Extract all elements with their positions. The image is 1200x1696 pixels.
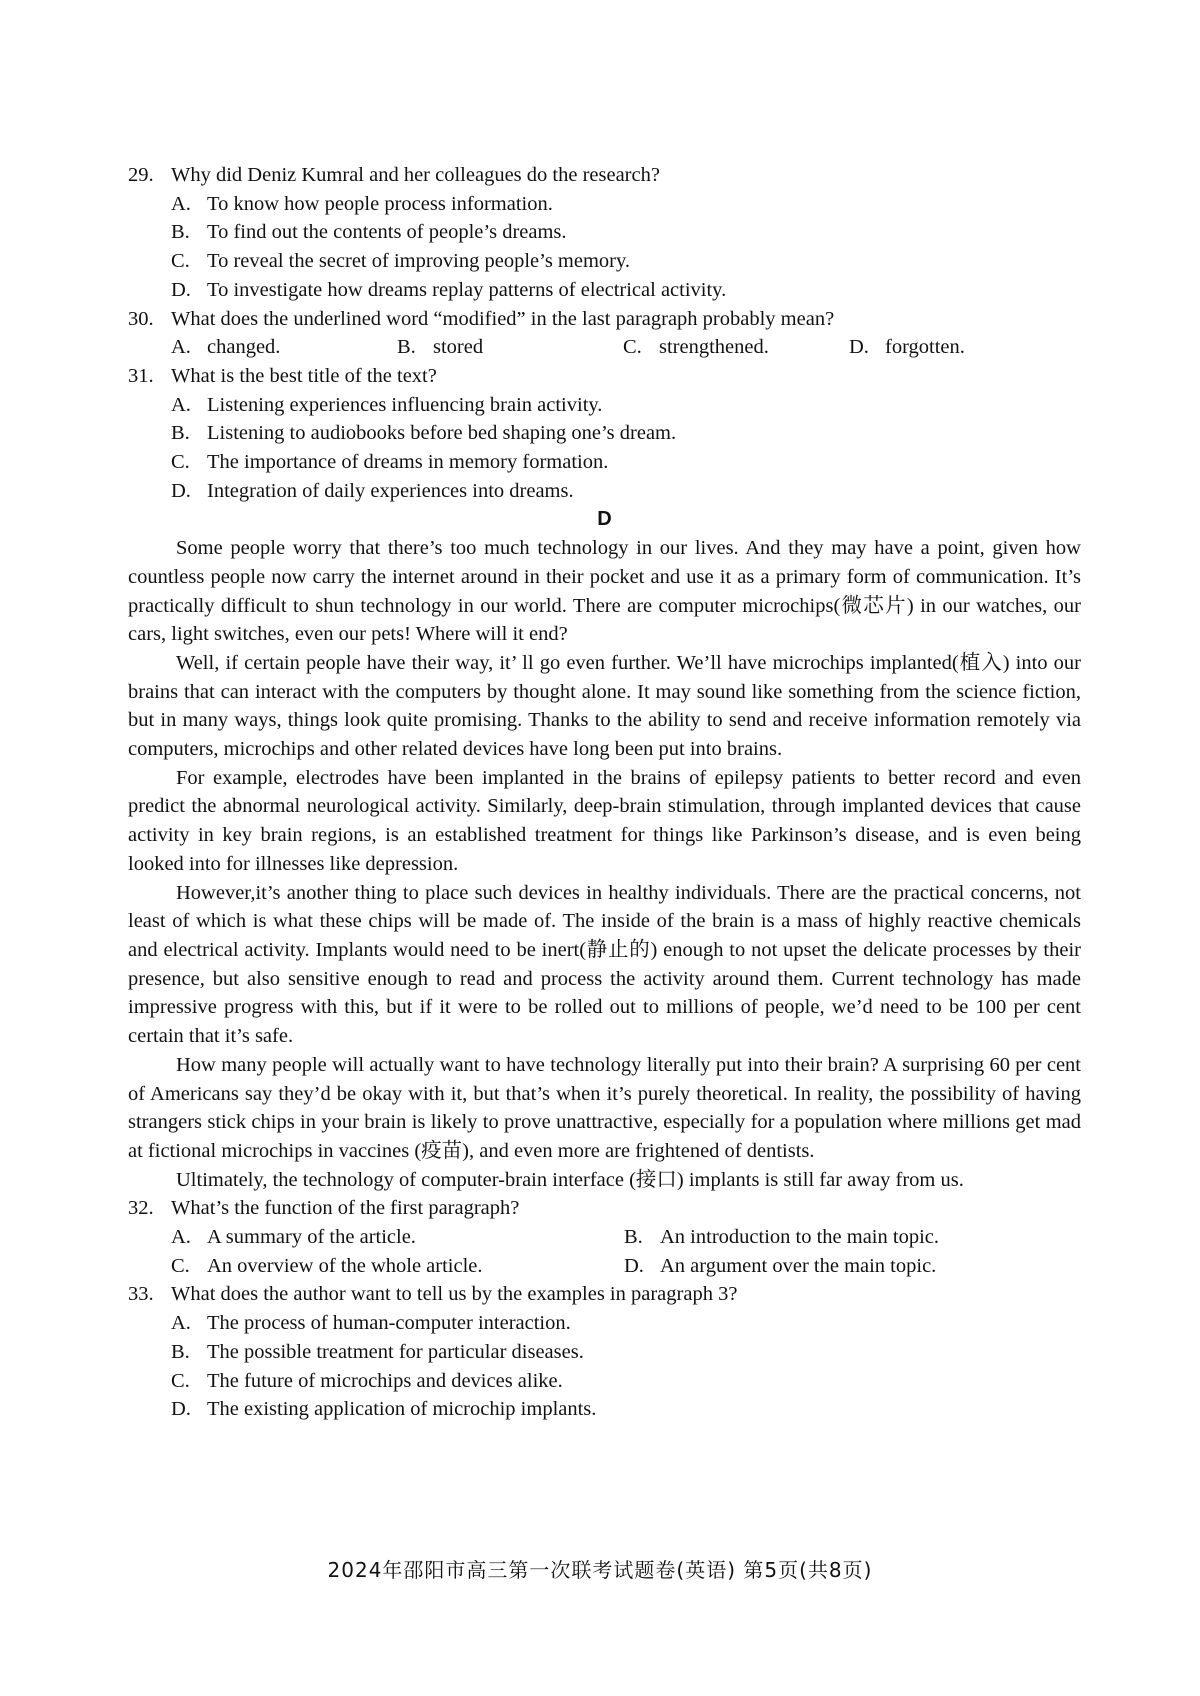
options-row bbox=[128, 333, 1081, 362]
option-letter: A. bbox=[171, 393, 191, 416]
option-c bbox=[623, 333, 849, 362]
option-d bbox=[128, 1395, 1081, 1424]
option-c bbox=[171, 1252, 624, 1281]
question-stem: What is the best title of the text? bbox=[171, 364, 437, 387]
question-stem: What does the author want to tell us by the examples in paragraph 3? bbox=[171, 1283, 738, 1306]
option-letter: B. bbox=[397, 336, 416, 359]
passage-paragraph-5: How many people will actually want to have technology literally put into their brain? A surprising 60 per cent of Americans say they’d be okay with it, but that’s when it’s purely theoretical. In reality, the possibility of having strangers stick chips in your brain is likely to prove unattractive, especially for a population where millions get mad at fictional microchips in vaccines (疫苗), and even more are frightened of dentists. bbox=[128, 1053, 1081, 1162]
question-number: 30. bbox=[128, 307, 154, 330]
option-letter: D. bbox=[624, 1254, 644, 1277]
option-text: To reveal the secret of improving people’s memory. bbox=[207, 250, 631, 273]
passage-paragraph-1: Some people worry that there’s too much technology in our lives. And they may have a point, given how countless people now carry the internet around in their pocket and use it as a primary form of communication. It’s practically difficult to shun technology in our world. There are computer microchips(微芯片) in our watches, our cars, light switches, even our pets! Where will it end? bbox=[128, 537, 1081, 646]
option-text: stored bbox=[433, 336, 484, 359]
option-text: To know how people process information. bbox=[207, 192, 553, 215]
exam-page bbox=[128, 161, 1081, 1424]
option-text: A summary of the article. bbox=[207, 1226, 416, 1249]
passage-paragraph-2: Well, if certain people have their way, it’ ll go even further. We’ll have microchips implanted(植入) into our brains that can interact with the computers by thought alone. It may sound like something from the science fiction, but in many ways, things look quite promising. Thanks to the ability to send and receive information remotely via computers, microchips and other related devices have long been put into brains. bbox=[128, 651, 1081, 761]
option-text: Integration of daily experiences into dreams. bbox=[207, 479, 574, 502]
option-a bbox=[128, 391, 1081, 420]
option-letter: D. bbox=[171, 278, 191, 301]
option-d bbox=[849, 333, 1075, 362]
option-text: The possible treatment for particular diseases. bbox=[207, 1340, 584, 1363]
section-title: D bbox=[597, 508, 612, 531]
question-number: 32. bbox=[128, 1197, 154, 1220]
option-text: The existing application of microchip implants. bbox=[207, 1398, 597, 1421]
question-29 bbox=[128, 161, 1081, 305]
option-letter: C. bbox=[623, 336, 642, 359]
option-text: An introduction to the main topic. bbox=[660, 1226, 939, 1249]
option-text: Listening experiences influencing brain activity. bbox=[207, 393, 603, 416]
question-number: 33. bbox=[128, 1283, 154, 1306]
option-letter: A. bbox=[171, 1226, 191, 1249]
option-text: The process of human-computer interaction. bbox=[207, 1312, 571, 1335]
option-c bbox=[128, 247, 1081, 276]
option-text: An argument over the main topic. bbox=[660, 1254, 937, 1277]
option-letter: A. bbox=[171, 192, 191, 215]
option-letter: C. bbox=[171, 250, 190, 273]
option-d bbox=[128, 477, 1081, 506]
option-d bbox=[624, 1252, 1077, 1281]
option-letter: A. bbox=[171, 336, 191, 359]
question-33 bbox=[128, 1280, 1081, 1424]
option-b bbox=[128, 218, 1081, 247]
option-letter: A. bbox=[171, 1312, 191, 1335]
option-text: changed. bbox=[207, 336, 281, 359]
passage-paragraph-3: For example, electrodes have been implanted in the brains of epilepsy patients to better record and even predict the abnormal neurological activity. Similarly, deep-brain stimulation, through implanted devices that cause activity in key brain regions, is an established treatment for things like Parkinson’s disease, and is even being looked into for illnesses like depression. bbox=[128, 766, 1081, 875]
option-letter: D. bbox=[849, 336, 869, 359]
question-31 bbox=[128, 362, 1081, 506]
question-number: 29. bbox=[128, 164, 154, 186]
option-letter: C. bbox=[171, 451, 190, 474]
option-text: The future of microchips and devices alike. bbox=[207, 1369, 563, 1392]
question-32 bbox=[128, 1194, 1081, 1280]
option-a bbox=[171, 1223, 624, 1252]
option-a bbox=[128, 1309, 1081, 1338]
option-text: The importance of dreams in memory formation. bbox=[207, 451, 609, 474]
option-letter: C. bbox=[171, 1369, 190, 1392]
option-letter: C. bbox=[171, 1254, 190, 1277]
options-row bbox=[128, 1223, 1081, 1252]
option-letter: B. bbox=[171, 422, 190, 445]
option-d bbox=[128, 276, 1081, 305]
option-c bbox=[128, 1367, 1081, 1396]
option-letter: B. bbox=[171, 221, 190, 244]
option-letter: B. bbox=[624, 1226, 643, 1249]
option-b bbox=[128, 1338, 1081, 1367]
option-c bbox=[128, 448, 1081, 477]
page-footer: 2024年邵阳市高三第一次联考试题卷(英语) 第5页(共8页) bbox=[327, 1558, 873, 1582]
option-text: forgotten. bbox=[885, 336, 965, 359]
question-stem: What’s the function of the first paragraph? bbox=[171, 1197, 520, 1220]
option-text: Listening to audiobooks before bed shaping one’s dream. bbox=[207, 422, 677, 445]
option-b bbox=[397, 333, 623, 362]
passage-paragraph-4: However,it’s another thing to place such devices in healthy individuals. There are the practical concerns, not least of which is what these chips will be made of. The inside of the brain is a mass of highly reactive chemicals and electrical activity. Implants would need to be inert(静止的) enough to not upset the delicate processes by their presence, but also sensitive enough to read and process the activity around them. Current technology has made impressive progress with this, but if it were to be rolled out to millions of people, we’d need to be 100 per cent certain that it’s safe. bbox=[128, 881, 1081, 1048]
question-number: 31. bbox=[128, 364, 154, 387]
option-letter: D. bbox=[171, 1398, 191, 1421]
option-letter: B. bbox=[171, 1340, 190, 1363]
option-letter: D. bbox=[171, 479, 191, 502]
option-text: To investigate how dreams replay patterns of electrical activity. bbox=[207, 278, 727, 301]
question-stem: Why did Deniz Kumral and her colleagues do the research? bbox=[171, 164, 660, 186]
option-a bbox=[128, 190, 1081, 219]
question-30 bbox=[128, 305, 1081, 362]
option-b bbox=[624, 1223, 1077, 1252]
question-stem: What does the underlined word “modified” in the last paragraph probably mean? bbox=[171, 307, 835, 330]
option-text: An overview of the whole article. bbox=[207, 1254, 483, 1277]
option-text: To find out the contents of people’s dreams. bbox=[207, 221, 567, 244]
passage-paragraph-6: Ultimately, the technology of computer-brain interface (接口) implants is still far away from us. bbox=[176, 1168, 964, 1191]
option-a bbox=[171, 333, 397, 362]
reading-passage bbox=[128, 534, 1081, 1194]
option-b bbox=[128, 419, 1081, 448]
options-row bbox=[128, 1252, 1081, 1281]
option-text: strengthened. bbox=[659, 336, 769, 359]
